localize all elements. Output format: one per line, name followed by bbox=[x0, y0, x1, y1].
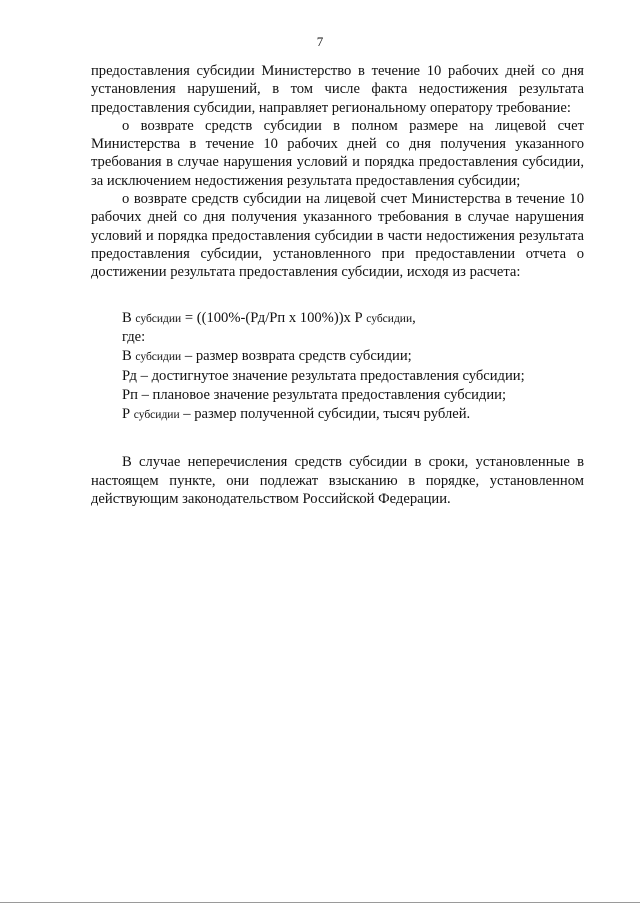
page-number: 7 bbox=[316, 34, 324, 49]
formula bbox=[122, 309, 584, 329]
formula-body: = ((100%-(Рд/Рп х 100%))х Р bbox=[181, 309, 363, 326]
formula-block bbox=[91, 309, 584, 425]
paragraph-intro: предоставления субсидии Министерство в течение 10 рабочих дней со дня установления нарушений, в том числе факта недостижения результата предоставления субсидии, направляет региональному оператору требование: bbox=[91, 63, 584, 116]
definition-v-var: В bbox=[122, 348, 132, 365]
definition-v-text: – размер возврата средств субсидии; bbox=[181, 348, 412, 365]
formula-lhs-sub: субсидии bbox=[135, 312, 182, 325]
definition-p bbox=[122, 405, 584, 425]
definition-p-sub: субсидии bbox=[133, 408, 180, 421]
formula-end: , bbox=[412, 309, 416, 326]
definition-rd: Рд – достигнутое значение результата предоставления субсидии; bbox=[122, 367, 525, 384]
definition-v-sub: субсидии bbox=[135, 351, 182, 364]
definition-p-text: – размер полученной субсидии, тысяч рублей. bbox=[179, 405, 471, 422]
paragraph-partial-return: о возврате средств субсидии на лицевой счет Министерства в течение 10 рабочих дней со дня получения указанного требования в случае нарушения условий и порядка предоставления субсидии в части недостижения результата предоставления субсидии, установленного при предоставлении отчета о достижении результата предоставления субсидии, исходя из расчета: bbox=[91, 191, 584, 281]
formula-lhs-var: В bbox=[122, 309, 132, 326]
definition-where: где: bbox=[122, 329, 146, 346]
definition-v bbox=[122, 347, 584, 367]
paragraph-closing: В случае неперечисления средств субсидии в сроки, установленные в настоящем пункте, они подлежат взысканию в порядке, установленном действующим законодательством Российской Федерации. bbox=[91, 454, 584, 507]
definition-rp: Рп – плановое значение результата предоставления субсидии; bbox=[122, 386, 507, 403]
paragraph-full-return: о возврате средств субсидии в полном размере на лицевой счет Министерства в течение 10 рабочих дней со дня получения указанного требования в случае нарушения условий и порядка предоставления субсидии, за исключением недостижения результата предоставления субсидии; bbox=[91, 117, 584, 189]
formula-rhs-sub: субсидии bbox=[366, 312, 413, 325]
definition-p-var: Р bbox=[122, 405, 131, 422]
scan-edge-line bbox=[0, 902, 640, 903]
document-body bbox=[91, 62, 584, 508]
